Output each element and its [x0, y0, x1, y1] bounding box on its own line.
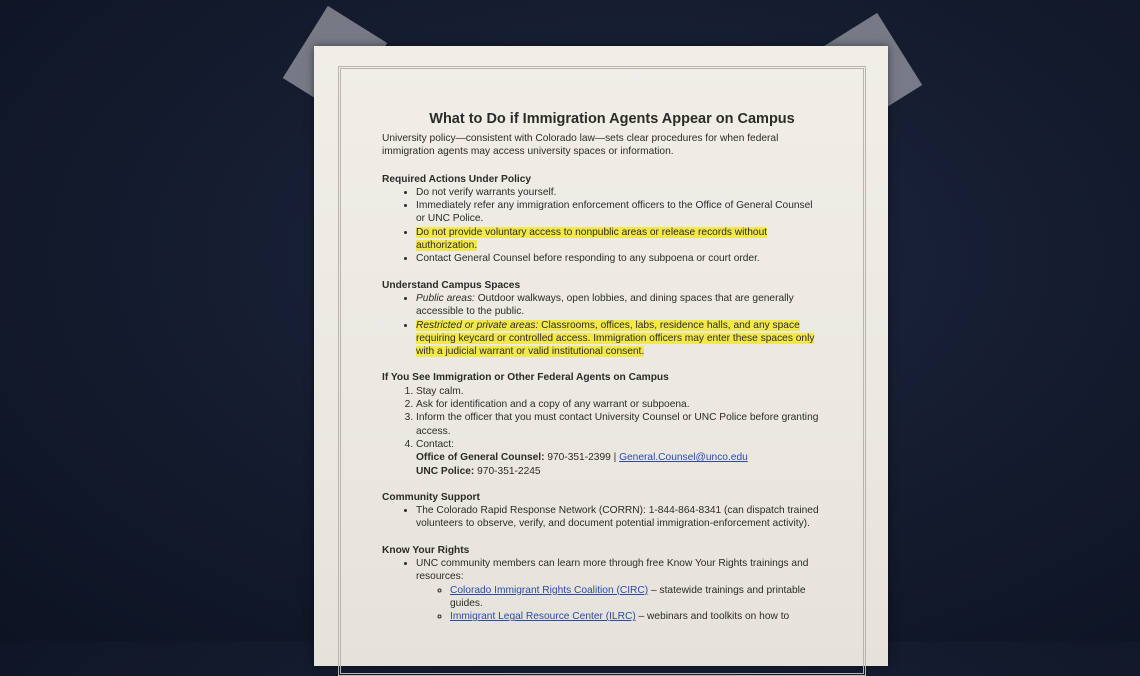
rights-list [382, 557, 822, 623]
resource-text: – statewide trainings and printable guides. [450, 584, 806, 609]
resource-item [450, 584, 822, 611]
list-item: • The Colorado Rapid Response Network (CORRN): 1-844-864-8341 (can dispatch trained volunteers to observe, verify, and document potential immigration-enforcement activity). [416, 504, 822, 531]
required-list [382, 186, 822, 266]
highlighted-text [416, 320, 814, 358]
community-heading: Community Support [382, 491, 480, 503]
required-heading: Required Actions Under Policy [382, 173, 532, 185]
agents-steps [382, 385, 822, 478]
resource-text: – webinars and toolkits on how to [635, 611, 790, 623]
list-item: 2. Ask for identification and a copy of any warrant or subpoena. [416, 398, 822, 411]
document-content [382, 110, 822, 637]
ilrc-link[interactable]: Immigrant Legal Resource Center (ILRC) [450, 611, 636, 623]
list-item: 1. Stay calm. [416, 385, 822, 398]
list-item [416, 319, 822, 359]
list-item: • Immediately refer any immigration enforcement officers to the Office of General Counsel or UNC Police. [416, 199, 822, 226]
community-list [382, 504, 822, 531]
resource-list [416, 584, 822, 624]
list-item: 3. Inform the officer that you must contact University Counsel or UNC Police before granting access. [416, 411, 822, 438]
list-item: • Do not verify warrants yourself. [416, 186, 822, 199]
police-phone: 970-351-2245 [474, 465, 541, 477]
counsel-phone: 970-351-2399 | [544, 452, 620, 464]
spaces-list [382, 292, 822, 358]
rights-heading: Know Your Rights [382, 544, 470, 556]
document-title: What to Do if Immigration Agents Appear on Campus [429, 111, 795, 127]
spaces-heading: Understand Campus Spaces [382, 279, 521, 291]
resource-item [450, 610, 822, 623]
intro-paragraph: University policy—consistent with Colorado law—sets clear procedures for when federal immigration agents may access university spaces or information. [382, 133, 779, 158]
public-label: Public areas: [416, 292, 475, 304]
police-label: UNC Police: [416, 465, 475, 477]
list-item [416, 292, 822, 319]
public-text: Outdoor walkways, open lobbies, and dining spaces that are generally accessible to the public. [416, 292, 794, 318]
contact-label: Contact: [416, 438, 454, 450]
counsel-email-link[interactable]: General.Counsel@unco.edu [619, 452, 748, 464]
circ-link[interactable]: Colorado Immigrant Rights Coalition (CIRC) [450, 584, 649, 596]
list-item: • Contact General Counsel before responding to any subpoena or court order. [416, 252, 822, 265]
rights-text: UNC community members can learn more through free Know Your Rights trainings and resources: [416, 558, 809, 583]
posted-paper [314, 46, 888, 666]
list-item [416, 438, 822, 478]
highlighted-text: Do not provide voluntary access to nonpublic areas or release records without authorization. [416, 226, 768, 252]
counsel-label: Office of General Counsel: [416, 452, 545, 464]
list-item [416, 226, 822, 253]
restricted-text: Classrooms, offices, labs, residence halls, and any space requiring keycard or controlled access. Immigration officers may enter these spaces only with a judicial warrant or valid institutional consent. [416, 319, 815, 358]
restricted-label: Restricted or private areas: [416, 319, 539, 331]
list-item [416, 557, 822, 623]
agents-heading: If You See Immigration or Other Federal Agents on Campus [382, 372, 669, 384]
